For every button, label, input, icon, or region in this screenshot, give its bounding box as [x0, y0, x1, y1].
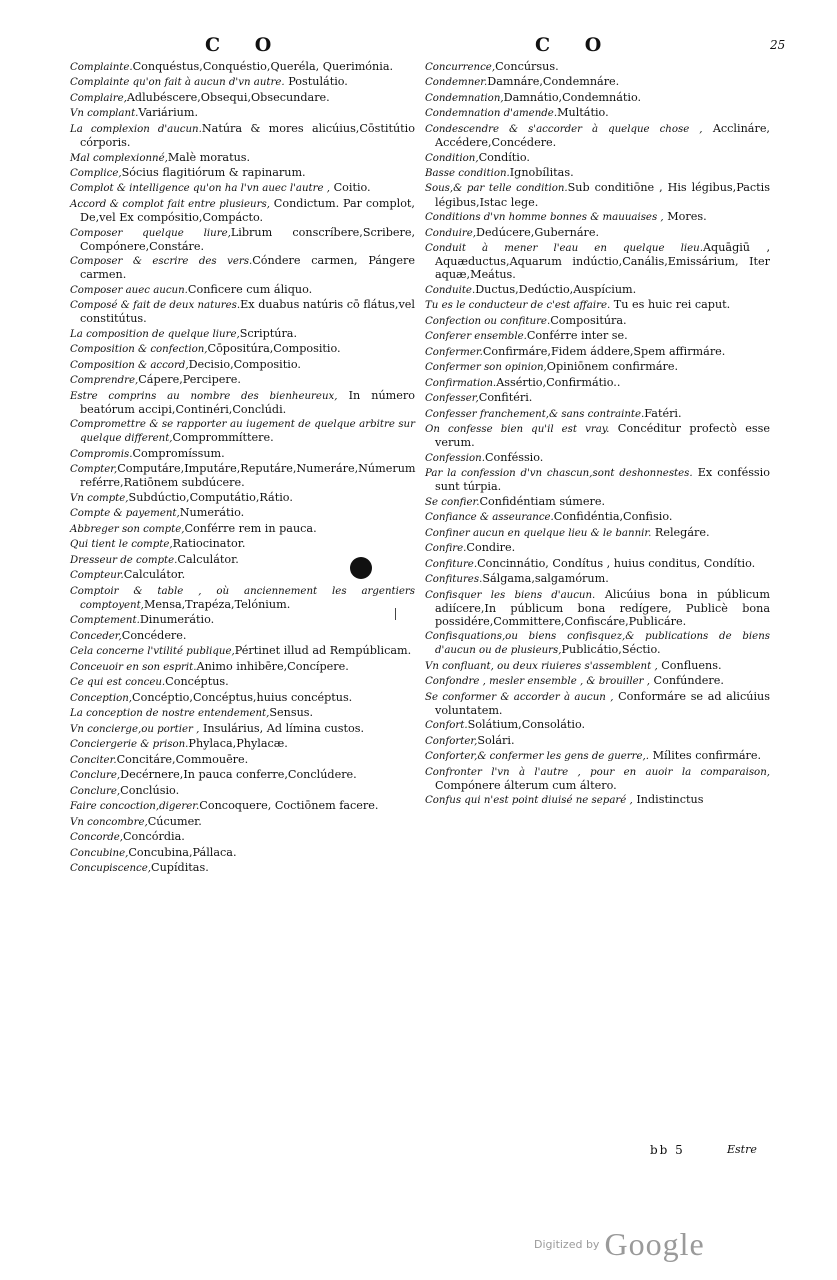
dictionary-entry: [425, 226, 770, 240]
french-headword: Concurrence,: [425, 62, 496, 73]
french-headword: Vn compte,: [70, 492, 129, 504]
french-headword: Confisquer les biens d'aucun.: [425, 589, 596, 601]
latin-gloss: Postulátio.: [284, 75, 348, 89]
google-watermark: [534, 1226, 705, 1263]
dictionary-entry: [425, 314, 770, 328]
latin-gloss: Sensus.: [269, 706, 314, 720]
latin-gloss: Natúra & mores alicúius,Cōstitútio córporis.: [80, 121, 415, 150]
french-headword: Compter,: [70, 464, 118, 476]
latin-gloss: Condire.: [466, 541, 516, 555]
latin-gloss: Conférre inter se.: [526, 329, 628, 343]
french-headword: Compromettre & se rapporter au iugement de quelque arbitre sur quelque different,: [70, 419, 415, 445]
dictionary-entry: [425, 734, 770, 748]
latin-gloss: In número beatórum accipi,Continéri,Conclúdi.: [80, 388, 415, 416]
french-headword: Conduire,: [425, 227, 476, 239]
latin-gloss: Sálgama,salgamórum.: [482, 572, 609, 586]
french-headword: Faire concoction,digerer.: [70, 801, 200, 813]
latin-gloss: Cóndere carmen, Pángere carmen.: [80, 254, 415, 282]
latin-gloss: Scriptúra.: [239, 326, 298, 340]
latin-gloss: Multátio.: [557, 106, 609, 120]
french-headword: Conceder,: [70, 630, 122, 642]
latin-gloss: Concoquere, Coctiōnem facere.: [199, 799, 379, 813]
latin-gloss: Subdúctio,Computátio,Rátio.: [128, 490, 293, 504]
dictionary-entry: [70, 91, 415, 105]
french-headword: Conclure,: [70, 785, 121, 797]
dictionary-entry: [425, 360, 770, 374]
latin-gloss: Computáre,Imputáre,Reputáre,Numeráre,Númerum reférre,Ratiōnem subdúcere.: [80, 462, 416, 490]
dictionary-entry: [425, 572, 770, 586]
ink-blot: [350, 557, 372, 579]
french-headword: Condemner.: [425, 77, 488, 89]
dictionary-entry: [425, 466, 770, 493]
latin-gloss: Concórdia.: [123, 830, 185, 844]
french-headword: Qui tient le compte,: [70, 539, 173, 551]
french-headword: Confondre , mesler ensemble , & brouiller ,: [425, 676, 650, 688]
french-headword: Compteur.: [70, 570, 124, 582]
french-headword: Confermer son opinion,: [425, 362, 547, 374]
dictionary-entry: [425, 495, 770, 509]
dictionary-entry: [425, 329, 770, 343]
dictionary-entry: [70, 226, 415, 253]
dictionary-entry: [70, 737, 415, 751]
dictionary-entry: [70, 753, 415, 767]
dictionary-entry: [70, 846, 415, 860]
french-headword: Conditions d'vn homme bonnes & mauuaises ,: [425, 212, 664, 224]
french-headword: Composition & confection,: [70, 344, 208, 356]
french-headword: Comptoir & table , où anciennement les argentiers comptoyent,: [70, 585, 415, 611]
latin-gloss: Conféssio.: [484, 450, 544, 464]
latin-gloss: Confitéri.: [478, 391, 533, 405]
french-headword: Conclure,: [70, 770, 121, 782]
dictionary-entry: [70, 644, 415, 658]
latin-gloss: Ductus,Dedúctio,Auspícium.: [475, 282, 637, 296]
latin-gloss: Alicúius bona in públicum adiícere,In públicum bona redígere, Publicè bona possidére,Committere,Confiscáre,Publicáre.: [435, 587, 770, 628]
dictionary-entry: [70, 389, 415, 416]
french-headword: Composé & fait de deux natures.: [70, 300, 241, 312]
french-headword: Se confier.: [425, 496, 480, 508]
latin-gloss: Sub conditiōne , His légibus,Pactis légibus,Istac lege.: [435, 181, 770, 209]
dictionary-entry: [425, 557, 770, 571]
dictionary-entry: [425, 241, 770, 281]
latin-gloss: Compónere álterum cum áltero.: [435, 778, 617, 792]
french-headword: On confesse bien qu'il est vray.: [425, 424, 610, 436]
latin-gloss: Insulárius, Ad límina custos.: [199, 721, 365, 735]
latin-gloss: Concédere.: [121, 628, 187, 642]
signature-mark: bb 5: [650, 1143, 685, 1157]
latin-gloss: Indistinctus: [632, 793, 704, 807]
latin-gloss: Damnáre,Condemnáre.: [487, 75, 620, 89]
french-headword: Conception,: [70, 692, 133, 704]
french-headword: Conceuoir en son esprit.: [70, 661, 197, 673]
dictionary-entry: [425, 588, 770, 628]
dictionary-entry: [70, 784, 415, 798]
latin-gloss: Conférre rem in pauca.: [184, 521, 317, 535]
dictionary-entry: [70, 75, 415, 89]
latin-gloss: Assértio,Confirmátio..: [496, 375, 621, 389]
latin-gloss: Conficere cum áliquo.: [187, 282, 313, 296]
french-headword: Confronter l'vn à l'autre , pour en auoir la comparaison,: [425, 766, 770, 778]
dictionary-entry: [425, 674, 770, 688]
french-headword: Conforter,: [425, 735, 478, 747]
latin-gloss: Solátium,Consolátio.: [467, 718, 586, 732]
french-headword: Complot & intelligence qu'on ha l'vn auec l'autre ,: [70, 183, 331, 195]
french-headword: Tu es le conducteur de c'est affaire.: [425, 300, 611, 312]
dictionary-entry: [70, 166, 415, 180]
french-headword: Estre comprins au nombre des bienheureux,: [70, 390, 338, 402]
dictionary-entry: [70, 722, 415, 736]
dictionary-entry: [70, 462, 415, 489]
latin-gloss: Dinumerátio.: [139, 613, 215, 627]
french-headword: Concubine,: [70, 847, 129, 859]
dictionary-entry: [70, 122, 415, 149]
french-headword: La complexion d'aucun.: [70, 123, 202, 135]
latin-gloss: Mensa,Trapéza,Telónium.: [143, 597, 291, 611]
dictionary-entry: [425, 407, 770, 421]
french-headword: Complainte qu'on fait à aucun d'vn autre.: [70, 77, 285, 89]
french-headword: La composition de quelque liure,: [70, 328, 240, 340]
dictionary-entry: [425, 793, 770, 807]
dictionary-entry: [70, 151, 415, 165]
latin-gloss: Calculátor.: [177, 552, 239, 566]
latin-gloss: Cúcumer.: [147, 814, 202, 828]
latin-gloss: Confirmáre,Fidem áddere,Spem affirmáre.: [482, 344, 726, 358]
latin-gloss: Mílites confirmáre.: [649, 749, 762, 763]
french-headword: Confirmation.: [425, 377, 497, 389]
dictionary-entry: [425, 122, 770, 149]
french-headword: Dresseur de compte.: [70, 554, 178, 566]
latin-gloss: Conclúsio.: [120, 783, 180, 797]
dictionary-entry: [70, 373, 415, 387]
french-headword: Condescendre & s'accorder à quelque chose ,: [425, 123, 703, 135]
latin-gloss: Comprommíttere.: [172, 431, 274, 445]
latin-gloss: Damnátio,Condemnátio.: [503, 90, 642, 104]
right-running-head: C O: [535, 34, 616, 56]
french-headword: Basse condition.: [425, 168, 510, 179]
latin-gloss: Publicátio,Séctio.: [561, 643, 661, 657]
french-headword: Confiance & asseurance.: [425, 512, 554, 524]
latin-gloss: Concubina,Pállaca.: [128, 845, 237, 859]
latin-gloss: Solári.: [477, 733, 515, 747]
french-headword: Confort.: [425, 720, 468, 732]
dictionary-entry: [70, 283, 415, 297]
french-headword: Conforter,& confermer les gens de guerre,.: [425, 751, 650, 763]
dictionary-entry: [425, 166, 770, 180]
french-headword: Confession.: [425, 452, 485, 464]
french-headword: Ce qui est conceu.: [70, 677, 166, 689]
dictionary-entry: [70, 629, 415, 643]
dictionary-entry: [425, 345, 770, 359]
dictionary-entry: [70, 613, 415, 627]
latin-gloss: Variárium.: [138, 106, 199, 120]
latin-gloss: Conformáre se ad alicúius voluntatem.: [435, 689, 770, 717]
french-headword: Confire.: [425, 543, 467, 555]
margin-mark: [395, 608, 396, 620]
dictionary-entry: [70, 342, 415, 356]
dictionary-entry: [70, 197, 415, 224]
dictionary-entry: [425, 629, 770, 657]
dictionary-entry: [425, 210, 770, 224]
french-headword: Composer & escrire des vers.: [70, 256, 253, 268]
french-headword: Confiture.: [425, 558, 478, 570]
latin-gloss: Numerátio.: [179, 506, 245, 520]
dictionary-entry: [425, 376, 770, 390]
dictionary-entry: [70, 584, 415, 612]
french-headword: Vn complant.: [70, 108, 139, 120]
latin-gloss: Ignobílitas.: [509, 166, 574, 179]
latin-gloss: Ex conféssio sunt túrpia.: [435, 466, 770, 494]
french-headword: Mal complexionné,: [70, 152, 168, 164]
dictionary-entry: [425, 526, 770, 540]
french-headword: Concorde,: [70, 832, 123, 844]
dictionary-entry: [425, 690, 770, 717]
latin-gloss: Calculátor.: [123, 568, 186, 582]
latin-gloss: Ratiocinator.: [172, 537, 246, 551]
dictionary-entry: [425, 298, 770, 312]
dictionary-entry: [70, 254, 415, 281]
dictionary-entry: [425, 283, 770, 297]
dictionary-entry: [425, 718, 770, 732]
french-headword: Complainte.: [70, 62, 133, 73]
dictionary-entry: [70, 675, 415, 689]
dictionary-entry: [70, 358, 415, 372]
dictionary-entry: [70, 537, 415, 551]
latin-gloss: Decisio,Compositio.: [188, 357, 301, 371]
latin-gloss: Confidéntiam súmere.: [479, 494, 606, 508]
french-headword: Condemnation d'amende.: [425, 108, 558, 120]
french-headword: Cela concerne l'vtilité publique,: [70, 646, 235, 658]
dictionary-entry: [425, 749, 770, 763]
dictionary-entry: [70, 799, 415, 813]
latin-gloss: Condítio.: [478, 150, 530, 164]
french-headword: Condemnation,: [425, 92, 504, 104]
french-headword: Composer quelque liure,: [70, 227, 231, 239]
left-column: [70, 60, 415, 877]
french-headword: Compte & payement,: [70, 508, 180, 520]
french-headword: Confisquations,ou biens confisquez,& publications de biens d'aucun ou de plusieurs,: [425, 631, 770, 657]
dictionary-entry: [425, 181, 770, 208]
dictionary-entry: [70, 830, 415, 844]
french-headword: Confesser,: [425, 393, 479, 405]
dictionary-entry: [425, 151, 770, 165]
dictionary-entry: [70, 660, 415, 674]
left-running-head: C O: [205, 34, 286, 56]
latin-gloss: Confúndere.: [649, 674, 724, 688]
french-headword: Conduite.: [425, 284, 476, 296]
french-headword: Confection ou confiture.: [425, 315, 551, 327]
french-headword: Complice,: [70, 168, 122, 179]
latin-gloss: Decérnere,In pauca conferre,Conclúdere.: [120, 768, 357, 782]
dictionary-entry: [70, 181, 415, 195]
dictionary-entry: [70, 106, 415, 120]
latin-gloss: Cōpositúra,Compositio.: [207, 342, 341, 356]
french-headword: Complaire,: [70, 92, 127, 104]
french-headword: Conferer ensemble.: [425, 331, 527, 343]
dictionary-entry: [70, 706, 415, 720]
watermark-prefix: Digitized by: [534, 1238, 600, 1251]
french-headword: Se conformer & accorder à aucun ,: [425, 691, 614, 703]
dictionary-entry: [425, 391, 770, 405]
latin-gloss: Tu es huic rei caput.: [610, 298, 731, 312]
right-column: [425, 60, 770, 809]
french-headword: Par la confession d'vn chascun,sont deshonnestes.: [425, 468, 693, 480]
dictionary-entry: [70, 327, 415, 341]
french-headword: Vn concierge,ou portier ,: [70, 723, 200, 735]
latin-gloss: Malè moratus.: [167, 150, 251, 164]
french-headword: Comprendre,: [70, 375, 139, 387]
french-headword: Abbreger son compte,: [70, 523, 185, 535]
dictionary-entry: [425, 75, 770, 89]
latin-gloss: Concéptio,Concéptus,huius concéptus.: [132, 690, 353, 704]
latin-gloss: Opiniōnem confirmáre.: [546, 360, 679, 374]
latin-gloss: Cápere,Percipere.: [138, 373, 241, 387]
latin-gloss: Concéptus.: [165, 675, 229, 689]
dictionary-entry: [425, 106, 770, 120]
latin-gloss: Conquéstus,Conquéstio,Queréla, Querimónia.: [132, 60, 394, 73]
latin-gloss: Phylaca,Phylacæ.: [188, 737, 288, 751]
french-headword: Conciter.: [70, 754, 117, 766]
watermark-brand: Google: [604, 1226, 705, 1262]
latin-gloss: Concitáre,Commouēre.: [116, 752, 249, 766]
latin-gloss: Confluens.: [657, 658, 722, 672]
latin-gloss: Librum conscríbere,Scribere, Compónere,Constáre.: [80, 225, 416, 253]
dictionary-entry: [70, 815, 415, 829]
latin-gloss: Aquāgiū , Aquæductus,Aquarum indúctio,Canális,Emissárium, Iter aquæ,Meátus.: [435, 241, 770, 282]
latin-gloss: Fatéri.: [644, 406, 682, 420]
dictionary-entry: [425, 765, 770, 792]
dictionary-entry: [425, 91, 770, 105]
catchword: Estre: [727, 1143, 757, 1156]
latin-gloss: Pértinet illud ad Rempúblicam.: [234, 644, 412, 658]
page-number: 25: [770, 38, 786, 52]
latin-gloss: Compromíssum.: [132, 446, 225, 460]
dictionary-entry: [70, 417, 415, 445]
latin-gloss: Coitio.: [330, 181, 371, 195]
french-headword: Conciergerie & prison.: [70, 739, 189, 751]
latin-gloss: Confidéntia,Confisio.: [553, 510, 673, 524]
dictionary-entry: [70, 506, 415, 520]
dictionary-entry: [425, 422, 770, 449]
latin-gloss: Adlubéscere,Obsequi,Obsecundare.: [126, 90, 330, 104]
french-headword: Composer auec aucun.: [70, 284, 188, 296]
dictionary-entry: [70, 522, 415, 536]
latin-gloss: Condictum. Par complot, De,vel Ex compósitio,Compácto.: [80, 196, 415, 225]
french-headword: Concupiscence,: [70, 863, 152, 875]
french-headword: Composition & accord,: [70, 359, 189, 371]
latin-gloss: Animo inhibēre,Concípere.: [196, 659, 349, 673]
french-headword: Compromis.: [70, 448, 133, 460]
latin-gloss: Dedúcere,Gubernáre.: [475, 225, 600, 239]
latin-gloss: Relegáre.: [651, 525, 710, 539]
dictionary-entry: [70, 768, 415, 782]
french-headword: Confiner aucun en quelque lieu & le bannir.: [425, 527, 652, 539]
french-headword: Comptement.: [70, 615, 140, 627]
dictionary-entry: [425, 659, 770, 673]
latin-gloss: Acclináre, Accédere,Concédere.: [435, 121, 770, 150]
dictionary-entry: [70, 447, 415, 461]
latin-gloss: Concúrsus.: [495, 60, 559, 73]
french-headword: Confermer.: [425, 346, 483, 358]
latin-gloss: Compositúra.: [550, 313, 627, 327]
latin-gloss: Cupíditas.: [151, 861, 209, 875]
dictionary-entry: [70, 298, 415, 325]
french-headword: Accord & complot fait entre plusieurs,: [70, 198, 270, 210]
dictionary-entry: [70, 60, 415, 74]
french-headword: Vn concombre,: [70, 816, 148, 828]
latin-gloss: Mores.: [663, 210, 707, 224]
french-headword: Conduit à mener l'eau en quelque lieu.: [425, 243, 703, 255]
dictionary-entry: [425, 60, 770, 74]
dictionary-entry: [425, 541, 770, 555]
french-headword: Confitures.: [425, 574, 483, 586]
french-headword: Confesser franchement,& sans contrainte.: [425, 408, 645, 420]
french-headword: Sous,& par telle condition.: [425, 183, 568, 195]
latin-gloss: Concinnátio, Condítus , huius conditus, Condítio.: [477, 556, 756, 570]
dictionary-entry: [70, 691, 415, 705]
french-headword: Confus qui n'est point diuisé ne separé ,: [425, 795, 633, 807]
dictionary-entry: [70, 861, 415, 875]
latin-gloss: Concéditur profectò esse verum.: [435, 422, 770, 450]
french-headword: La conception de nostre entendement,: [70, 708, 270, 720]
latin-gloss: Sócius flagitiórum & rapinarum.: [121, 166, 306, 179]
dictionary-entry: [425, 451, 770, 465]
french-headword: Vn confluant, ou deux riuieres s'assemblent ,: [425, 660, 658, 672]
french-headword: Condition,: [425, 152, 479, 164]
latin-gloss: Ex duabus natúris cō flátus,vel constitútus.: [80, 298, 415, 326]
dictionary-entry: [70, 491, 415, 505]
dictionary-entry: [425, 510, 770, 524]
